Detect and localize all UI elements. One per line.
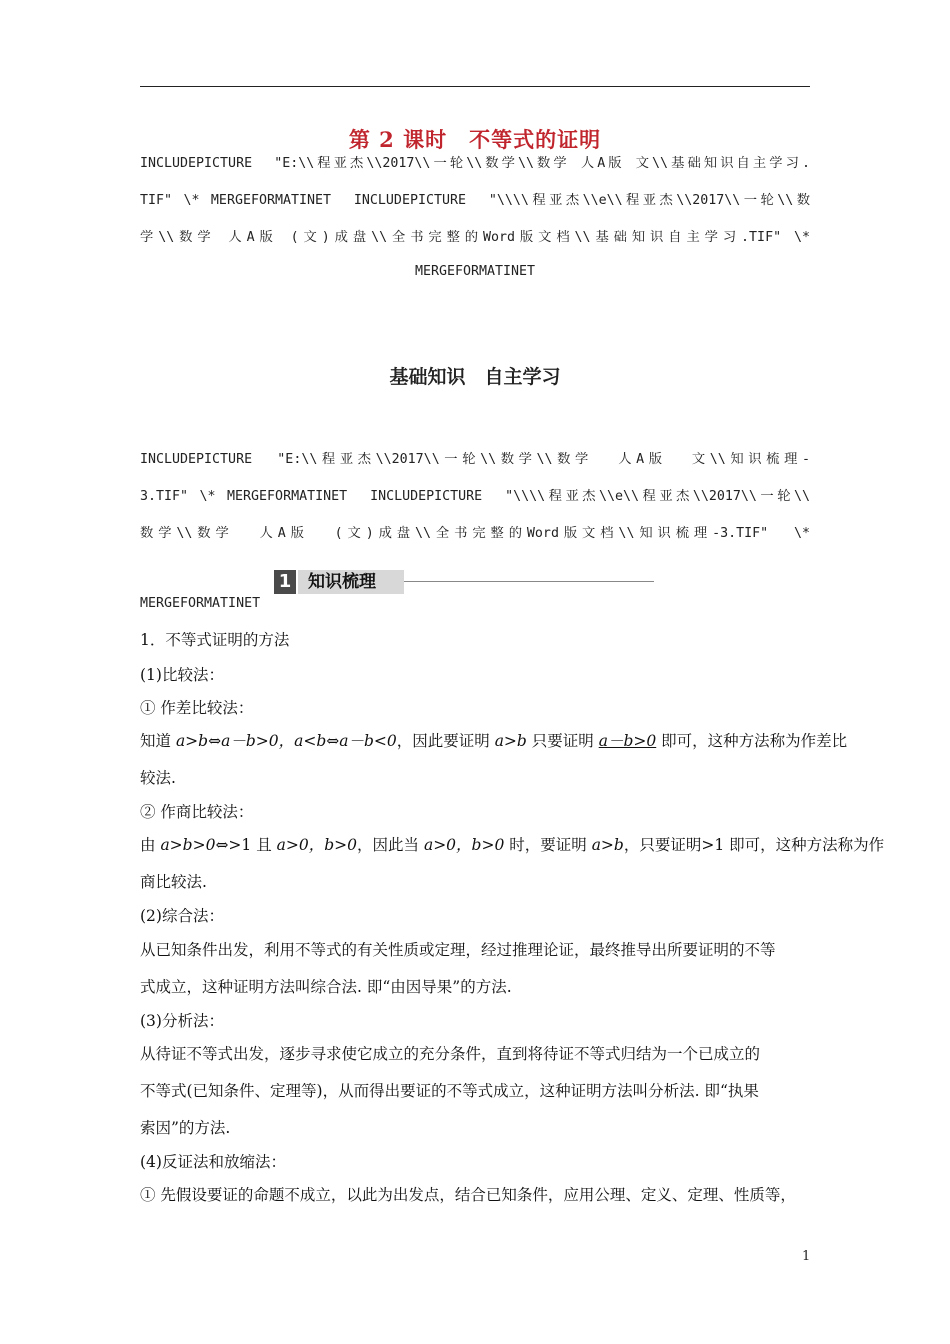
field-text-line: MERGEFORMATINET: [140, 596, 261, 611]
header-rule: [140, 86, 810, 87]
lesson-title: 第 2 课时 不等式的证明: [348, 127, 602, 152]
item-difference-method: ① 作差比较法：: [140, 699, 254, 717]
text-run: ，因此当: [357, 836, 424, 854]
subsection-analysis: (3)分析法：: [140, 1012, 224, 1030]
synthesis-text-line: 从已知条件出发，利用不等式的有关性质或定理，经过推理论证，最终推导出所要证明的不等: [140, 941, 776, 959]
field-text-line: 3.TIF" \* MERGEFORMATINET INCLUDEPICTURE "\\\\程亚杰\\e\\程亚杰\\2017\\一轮\\: [140, 489, 810, 504]
analysis-text-line: 不等式(已知条件、定理等)，从而得出要证的不等式成立，这种证明方法叫分析法. 即“执果: [140, 1082, 759, 1100]
text-run: 由: [140, 836, 161, 854]
subsection-comparison: (1)比较法：: [140, 666, 224, 684]
quotient-text-line: [140, 833, 885, 855]
field-text-line: TIF" \* MERGEFORMATINET INCLUDEPICTURE "\\\\程亚杰\\e\\程亚杰\\2017\\一轮\\数: [140, 193, 810, 208]
banner-number: 1: [274, 570, 296, 594]
text-run: 只要证明: [526, 732, 599, 750]
text-run: 即可，这种方法称为作差比: [656, 732, 848, 750]
math-expression: a>b: [591, 836, 624, 854]
knowledge-banner: [274, 570, 654, 596]
analysis-text-line: 从待证不等式出发，逐步寻求使它成立的充分条件，直到将待证不等式归结为一个已成立的: [140, 1045, 761, 1063]
field-text-line: INCLUDEPICTURE "E:\\程亚杰\\2017\\一轮\\数学\\数学 人A版 文\\知识梳理-: [140, 452, 810, 467]
include-field-2: [140, 448, 810, 548]
include-field-1: [140, 152, 810, 292]
math-expression: a>b>0: [160, 836, 216, 854]
difference-text-line: 较法.: [140, 769, 176, 787]
banner-label: 知识梳理: [298, 570, 404, 594]
contradiction-text-line: ① 先假设要证的命题不成立，以此为出发点，结合已知条件，应用公理、定义、定理、性质等，: [140, 1186, 796, 1204]
text-run: ，因此要证明: [396, 732, 495, 750]
math-expression: a>0，b>0: [423, 836, 505, 854]
section-methods: 1．不等式证明的方法: [140, 631, 290, 649]
item-quotient-method: ② 作商比较法：: [140, 803, 254, 821]
field-text-line: INCLUDEPICTURE "E:\\程亚杰\\2017\\一轮\\数学\\数学 人A版 文\\基础知识自主学习.: [140, 156, 810, 171]
synthesis-text-line: 式成立，这种证明方法叫综合法. 即“由因导果”的方法.: [140, 978, 512, 996]
difference-text-line: [140, 729, 848, 751]
math-expression: a>b: [494, 732, 527, 750]
banner-rule: [404, 581, 654, 582]
text-run: ⇔>1 且: [215, 836, 277, 854]
math-expression: a>0，b>0: [276, 836, 358, 854]
math-expression: a>b⇔a－b>0，a<b⇔a－b<0: [175, 732, 397, 750]
subsection-contradiction: (4)反证法和放缩法：: [140, 1153, 286, 1171]
field-text-line: 数学\\数学 人A版 (文)成盘\\全书完整的Word版文档\\知识梳理-3.TIF" \*: [140, 526, 810, 541]
quotient-text-line: 商比较法.: [140, 873, 207, 891]
section-heading: 基础知识 自主学习: [389, 366, 561, 388]
include-field-2-tail: [140, 596, 810, 616]
page-number: 1: [802, 1249, 811, 1264]
text-run: 知道: [140, 732, 176, 750]
text-run: 时，要证明: [504, 836, 592, 854]
text-run: ，只要证明>1 即可，这种方法称为作: [623, 836, 885, 854]
analysis-text-line: 索因”的方法.: [140, 1119, 231, 1137]
answer-blank: a－b>0: [598, 732, 657, 750]
subsection-synthesis: (2)综合法：: [140, 907, 224, 925]
field-text-line: 学\\数学 人A版 (文)成盘\\全书完整的Word版文档\\基础知识自主学习.TIF" \*: [140, 230, 810, 245]
field-text-line: MERGEFORMATINET: [414, 264, 536, 279]
